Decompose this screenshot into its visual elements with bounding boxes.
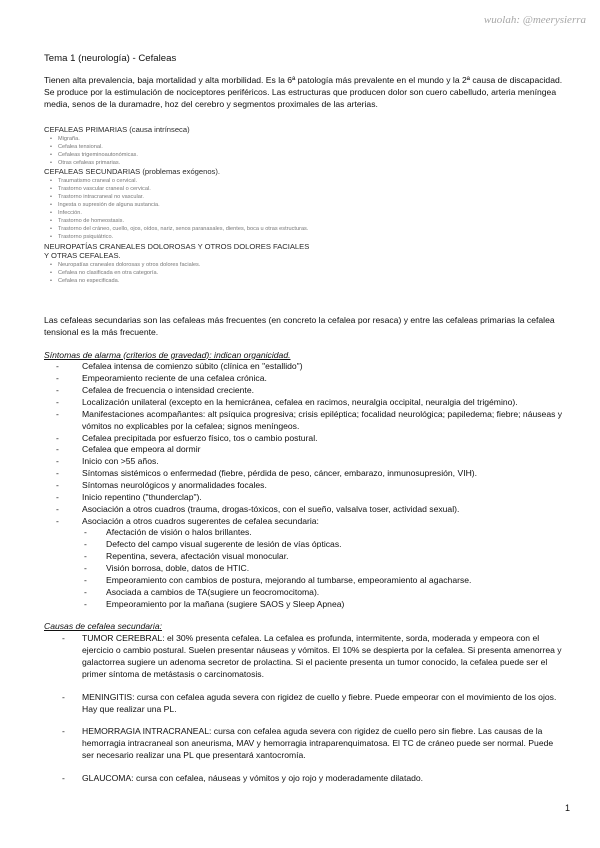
neuro-list <box>44 261 311 285</box>
alarm-list <box>44 361 564 610</box>
neuro-heading: NEUROPATÍAS CRANEALES DOLOROSAS Y OTROS DOLORES FACIALES Y OTRAS CEFALEAS. <box>44 241 310 261</box>
cause-tumor: - TUMOR CEREBRAL: el 30% presenta cefalea. La cefalea es profunda, intermitente, sorda, moderada y empeora con el ejercicio o cambio postural. Suelen presentar náuseas y vómitos. El 10% se despierta por la cefalea. Si presenta amenorrea y galactorrea sugiere un adenoma secretor de prolactina. Si el paciente presenta un tumor conocido, la cefalea puede ser el primer síntoma de metástasis o carcinomatosis. <box>82 633 564 680</box>
list-item: • Trastorno intracraneal no vascular. <box>58 193 311 201</box>
list-item-text: Asociación a otros cuadros sugerentes de cefalea secundaria: <box>82 515 319 526</box>
sublist-item: - Repentina, severa, afectación visual monocular. <box>106 551 564 563</box>
intro-paragraph-2: Se produce por la estimulación de nociceptores periféricos. Las estructuras que producen dolor son cuero cabelludo, arteria meníngea media, senos de la duramadre, hoz del cerebro y segmentos proximales de las arterias. <box>44 87 557 109</box>
list-item: • Trastorno psiquiátrico. <box>58 233 311 241</box>
page-number: 1 <box>564 802 570 813</box>
list-item: • Otras cefaleas primarias. <box>58 159 311 167</box>
list-item: - Empeoramiento reciente de una cefalea crónica. <box>82 373 564 385</box>
list-item: • Trastorno vascular craneal o cervical. <box>58 185 311 193</box>
list-item: • Traumatismo craneal o cervical. <box>58 177 311 185</box>
causes-section-title: Causas de cefalea secundaria: <box>44 621 163 632</box>
sublist-item: - Defecto del campo visual sugerente de lesión de vías ópticas. <box>106 539 564 551</box>
secondary-list <box>44 177 311 242</box>
list-item: • Trastorno del cráneo, cuello, ojos, oídos, nariz, senos paranasales, dientes, boca u otras estructuras. <box>58 225 311 233</box>
list-item: - Manifestaciones acompañantes: alt psíquica progresiva; crisis epiléptica; focalidad neurológica; papiledema; fiebre; náuseas y vómitos no explicables por la cefalea; signos meníngeos. <box>82 409 564 433</box>
list-item: - Cefalea de frecuencia o intensidad creciente. <box>82 385 564 397</box>
list-item: • Trastorno de homeostasis. <box>58 217 311 225</box>
list-item: • Cefalea no clasificada en otra categoría. <box>58 269 311 277</box>
list-item: • Ingesta o supresión de alguna sustancia. <box>58 201 311 209</box>
document-body <box>44 52 564 796</box>
watermark: wuolah: @meerysierra <box>483 14 586 26</box>
primary-heading: CEFALEAS PRIMARIAS (causa intrínseca) <box>44 124 190 134</box>
list-item-with-sublist <box>82 516 564 611</box>
secondary-heading: CEFALEAS SECUNDARIAS (problemas exógenos). <box>44 166 220 176</box>
cause-glaucoma: - GLAUCOMA: cursa con cefalea, náuseas y vómitos y ojo rojo y moderadamente dilatado. <box>82 773 564 785</box>
sublist-item: - Visión borrosa, doble, datos de HTIC. <box>106 563 564 575</box>
sublist-item: - Afectación de visión o halos brillantes. <box>106 527 564 539</box>
sublist-item: - Asociada a cambios de TA(sugiere un feocromocitoma). <box>106 587 564 599</box>
list-item: • Infección. <box>58 209 311 217</box>
alarm-section-title: Síntomas de alarma (criterios de gravedad): indican organicidad. <box>44 349 291 360</box>
list-item: - Localización unilateral (excepto en la hemicránea, cefalea en racimos, neuralgia occipital, neuralgia del trigémino). <box>82 397 564 409</box>
list-item: - Cefalea que empeora al dormir <box>82 444 564 456</box>
list-item: • Cefaleas trigeminoautonómicas. <box>58 151 311 159</box>
list-item: - Síntomas sistémicos o enfermedad (fiebre, pérdida de peso, cáncer, embarazo, inmunosupresión, VIH). <box>82 468 564 480</box>
list-item: • Neuropatías craneales dolorosas y otros dolores faciales. <box>58 261 311 269</box>
primary-list <box>44 135 311 167</box>
secondary-frequency-paragraph: Las cefaleas secundarias son las cefaleas más frecuentes (en concreto la cefalea por resaca) y entre las cefaleas primarias la cefalea tensional es la más frecuente. <box>44 314 555 337</box>
list-item: • Cefalea no especificada. <box>58 277 311 285</box>
intro-paragraph-1: Tienen alta prevalencia, baja mortalidad y alta morbilidad. Es la 6ª patología más prevalente en el mundo y la 2ª causa de discapacidad. <box>44 75 563 86</box>
list-item: - Cefalea precipitada por esfuerzo físico, tos o cambio postural. <box>82 433 564 445</box>
page-title: Tema 1 (neurología) - Cefaleas <box>44 53 177 64</box>
cause-meningitis: - MENINGITIS: cursa con cefalea aguda severa con rigidez de cuello y fiebre. Puede empeorar con el movimiento de los ojos. Hay que realizar una PL. <box>82 692 564 716</box>
classification-figure <box>44 125 311 301</box>
list-item: - Asociación a otros cuadros (trauma, drogas-tóxicos, con el sueño, valsalva toser, actividad sexual). <box>82 504 564 516</box>
causes-list <box>44 633 564 785</box>
list-item: - Cefalea intensa de comienzo súbito (clínica en "estallido") <box>82 361 564 373</box>
cause-hemorrhage: - HEMORRAGIA INTRACRANEAL: cursa con cefalea aguda severa con rigidez de cuello pero sin fiebre. Las causas de la hemorragia intracraneal son aneurisma, MAV y hemorragia intraparenquimatosa. El TC de cráneo puede ser normal. Puede ser necesario realizar una PL que presentará xantocromía. <box>82 726 564 762</box>
sublist-item: - Empeoramiento con cambios de postura, mejorando al tumbarse, empeoramiento al agacharse. <box>106 575 564 587</box>
list-item: • Migraña. <box>58 135 311 143</box>
alarm-sublist <box>82 527 564 610</box>
list-item: - Inicio repentino ("thunderclap"). <box>82 492 564 504</box>
list-item: - Inicio con >55 años. <box>82 456 564 468</box>
sublist-item: - Empeoramiento por la mañana (sugiere SAOS y Sleep Apnea) <box>106 599 564 611</box>
list-item: • Cefalea tensional. <box>58 143 311 151</box>
list-item: - Síntomas neurológicos y anormalidades focales. <box>82 480 564 492</box>
